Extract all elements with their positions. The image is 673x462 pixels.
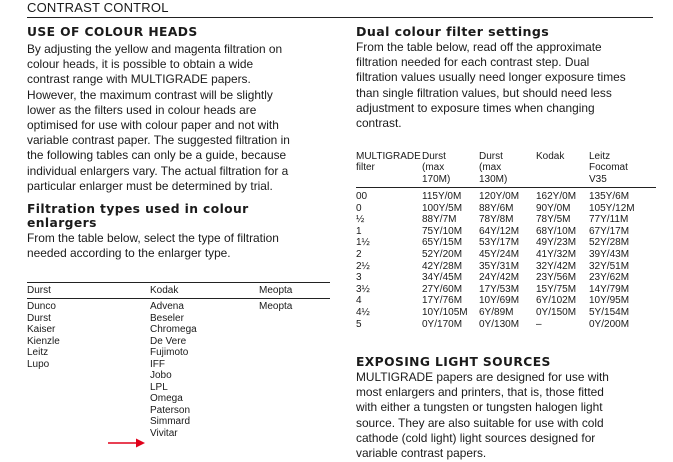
filter-grade-cell: 4½ (356, 307, 370, 318)
filter-grade-cell: 2½ (356, 260, 370, 272)
colour-heads-line: lower as the filters used in colour heads are (27, 102, 257, 117)
filter-value-cell: 52Y/28M (589, 237, 630, 249)
filter-column-header: Durst (479, 151, 503, 162)
header-rule (27, 17, 653, 18)
filter-value-cell: 34Y/45M (422, 272, 463, 284)
filter-grade-cell: 3½ (356, 283, 370, 295)
kodak-enlarger-item: Paterson (150, 404, 191, 416)
filter-value-cell: – (536, 318, 542, 330)
dual-filter-line: filtration needed for each contrast step. Dual (356, 55, 590, 70)
filtration-heading-line: Filtration types used in colour (27, 202, 249, 217)
filter-value-cell: 100Y/5M (422, 202, 463, 214)
colour-heads-line: By adjusting the yellow and magenta filtration on (27, 42, 283, 56)
filter-value-cell: 14Y/79M (589, 283, 630, 295)
filter-value-cell: 35Y/31M (479, 260, 520, 272)
filter-value-cell: 27Y/60M (422, 283, 463, 295)
filter-column-header: 130M) (479, 173, 508, 185)
filter-header-rule (356, 187, 656, 188)
filter-column-header: Durst (422, 151, 446, 162)
colour-heads-line: contrast range with MULTIGRADE papers. (27, 72, 251, 87)
colour-heads-line: the following tables can only be a guide, because (27, 148, 287, 163)
filter-value-cell: 41Y/32M (536, 249, 577, 260)
filter-grade-cell: 0 (356, 202, 362, 214)
colour-heads-line: However, the maximum contrast will be slightly (27, 87, 273, 102)
filtration-heading-line: enlargers (27, 216, 97, 231)
filter-column-header: Focomat (589, 162, 628, 174)
filter-grade-cell: 4 (356, 295, 362, 307)
light-sources-line: MULTIGRADE papers are designed for use with (356, 370, 609, 384)
kodak-enlarger-item: Omega (150, 393, 183, 404)
durst-enlarger-item: Kienzle (27, 335, 60, 347)
filter-value-cell: 0Y/200M (589, 318, 630, 330)
kodak-enlarger-item: Chromega (150, 324, 197, 335)
filter-value-cell: 162Y/0M (536, 191, 577, 202)
heading-filtration-types (27, 202, 327, 230)
filter-value-cell: 90Y/0M (536, 202, 571, 214)
kodak-enlarger-item: De Vere (150, 335, 187, 347)
filter-value-cell: 15Y/75M (536, 283, 577, 295)
filter-value-cell: 68Y/10M (536, 225, 577, 237)
filter-value-cell: 53Y/17M (479, 237, 520, 249)
filter-value-cell: 49Y/23M (536, 237, 577, 249)
light-sources-line: most enlargers and printers, that is, those fitted (356, 385, 604, 400)
kodak-enlarger-item: Vivitar (150, 427, 178, 439)
filter-value-cell: 10Y/95M (589, 295, 630, 307)
filter-value-cell: 67Y/17M (589, 225, 630, 237)
filter-value-cell: 77Y/11M (589, 214, 629, 226)
colour-heads-line: optimised for use with colour paper and not with (27, 118, 279, 133)
filter-column-header: 170M) (422, 173, 451, 185)
colour-heads-line: variable contrast paper. The suggested filtration in (27, 133, 290, 148)
filter-value-cell: 88Y/6M (479, 202, 514, 214)
kodak-enlarger-item: Fujimoto (150, 347, 189, 358)
filter-column-header: V35 (589, 173, 607, 185)
kodak-enlarger-item: IFF (150, 358, 165, 370)
filter-column-header: Leitz (589, 151, 611, 162)
filter-value-cell: 115Y/0M (422, 191, 462, 202)
light-sources-line: source. They are also suitable for use with cold (356, 415, 604, 430)
filter-value-cell: 39Y/43M (589, 249, 630, 260)
colour-heads-line: colour heads, it is possible to obtain a wide (27, 57, 254, 72)
filter-settings-table (356, 151, 656, 341)
filter-grade-cell: 2 (356, 249, 362, 260)
colour-heads-paragraph (27, 42, 327, 194)
enlarger-column-header: Meopta (259, 285, 293, 296)
filter-column-header: (max (479, 162, 502, 174)
filter-value-cell: 78Y/5M (536, 214, 571, 226)
kodak-enlarger-item: Jobo (150, 370, 172, 381)
light-sources-line: variable contrast papers. (356, 446, 487, 461)
dual-filter-paragraph (356, 40, 656, 131)
durst-enlarger-item: Durst (27, 312, 51, 324)
filter-value-cell: 23Y/56M (536, 272, 577, 284)
kodak-enlarger-item: Beseler (150, 312, 184, 324)
filtration-types-paragraph (27, 231, 327, 261)
dual-filter-line: than single filtration values, but should need less (356, 85, 612, 100)
filter-column-header: (max (422, 162, 445, 174)
filter-value-cell: 10Y/69M (479, 295, 520, 307)
filter-value-cell: 6Y/89M (479, 307, 514, 318)
red-arrow-icon (106, 437, 146, 449)
enlarger-type-table (27, 285, 337, 455)
filter-value-cell: 24Y/42M (479, 272, 520, 284)
enlarger-table-rule (27, 282, 330, 283)
enlarger-column-header: Kodak (150, 285, 179, 296)
filter-grade-cell: 3 (356, 272, 362, 284)
dual-filter-line: From the table below, read off the approximate (356, 40, 602, 54)
filter-column-header: Kodak (536, 151, 565, 162)
filtration-types-line: needed according to the enlarger type. (27, 246, 231, 261)
heading-use-of-colour-heads: USE OF COLOUR HEADS (27, 25, 198, 39)
filter-grade-cell: 5 (356, 318, 362, 330)
filter-value-cell: 5Y/154M (589, 307, 630, 318)
durst-enlarger-item: Leitz (27, 347, 49, 358)
filter-value-cell: 75Y/10M (422, 225, 463, 237)
filter-value-cell: 78Y/8M (479, 214, 514, 226)
filter-value-cell: 0Y/150M (536, 307, 577, 318)
dual-filter-line: adjustment to exposure times when changing (356, 100, 595, 115)
heading-exposing-light-sources: EXPOSING LIGHT SOURCES (356, 355, 551, 369)
light-sources-paragraph (356, 370, 656, 461)
dual-filter-line: filtration values usually need longer exposure times (356, 70, 626, 85)
colour-heads-line: particular enlarger must be determined by trial. (27, 178, 273, 193)
durst-enlarger-item: Lupo (27, 358, 50, 370)
heading-dual-colour-filter-settings: Dual colour filter settings (356, 24, 550, 39)
filter-value-cell: 23Y/62M (589, 272, 630, 284)
filter-grade-cell: 1 (356, 225, 362, 237)
filter-grade-cell: 1½ (356, 237, 370, 249)
colour-heads-line: individual enlargers vary. The actual filtration for a (27, 163, 289, 178)
filter-value-cell: 65Y/15M (422, 237, 463, 249)
durst-enlarger-item: Kaiser (27, 324, 56, 335)
filtration-types-line: From the table below, select the type of filtration (27, 231, 279, 246)
filter-value-cell: 10Y/105M (422, 307, 468, 318)
filter-value-cell: 0Y/170M (422, 318, 463, 330)
page-header-title: CONTRAST CONTROL (27, 0, 169, 15)
light-sources-line: with either a tungsten or tungsten halogen light (356, 400, 603, 415)
filter-value-cell: 6Y/102M (536, 295, 577, 307)
kodak-enlarger-item: LPL (150, 381, 168, 393)
filter-value-cell: 32Y/42M (536, 260, 577, 272)
right-lower-column (356, 355, 656, 461)
filter-value-cell: 105Y/12M (589, 202, 635, 214)
durst-enlarger-item: Dunco (27, 301, 56, 312)
filter-value-cell: 135Y/6M (589, 191, 630, 202)
filter-column-header: filter (356, 162, 375, 174)
enlarger-column-header: Durst (27, 285, 51, 296)
filter-value-cell: 0Y/130M (479, 318, 520, 330)
filter-grade-cell: 00 (356, 191, 368, 202)
kodak-enlarger-item: Simmard (150, 416, 191, 427)
dual-filter-line: contrast. (356, 116, 402, 131)
filter-value-cell: 88Y/7M (422, 214, 457, 226)
filter-value-cell: 32Y/51M (589, 260, 630, 272)
filter-value-cell: 64Y/12M (479, 225, 520, 237)
left-column (27, 25, 327, 261)
filter-value-cell: 42Y/28M (422, 260, 463, 272)
filter-column-header: MULTIGRADE (356, 151, 421, 162)
filter-value-cell: 17Y/53M (479, 283, 520, 295)
filter-value-cell: 17Y/76M (422, 295, 463, 307)
meopta-enlarger-item: Meopta (259, 301, 293, 312)
filter-value-cell: 45Y/24M (479, 249, 520, 260)
kodak-enlarger-item: Advena (150, 301, 184, 312)
filter-value-cell: 120Y/0M (479, 191, 520, 202)
enlarger-header-rule (27, 298, 330, 299)
right-column (356, 25, 656, 131)
filter-grade-cell: ½ (356, 214, 365, 226)
light-sources-line: cathode (cold light) light sources designed for (356, 430, 596, 445)
filter-value-cell: 52Y/20M (422, 249, 463, 260)
